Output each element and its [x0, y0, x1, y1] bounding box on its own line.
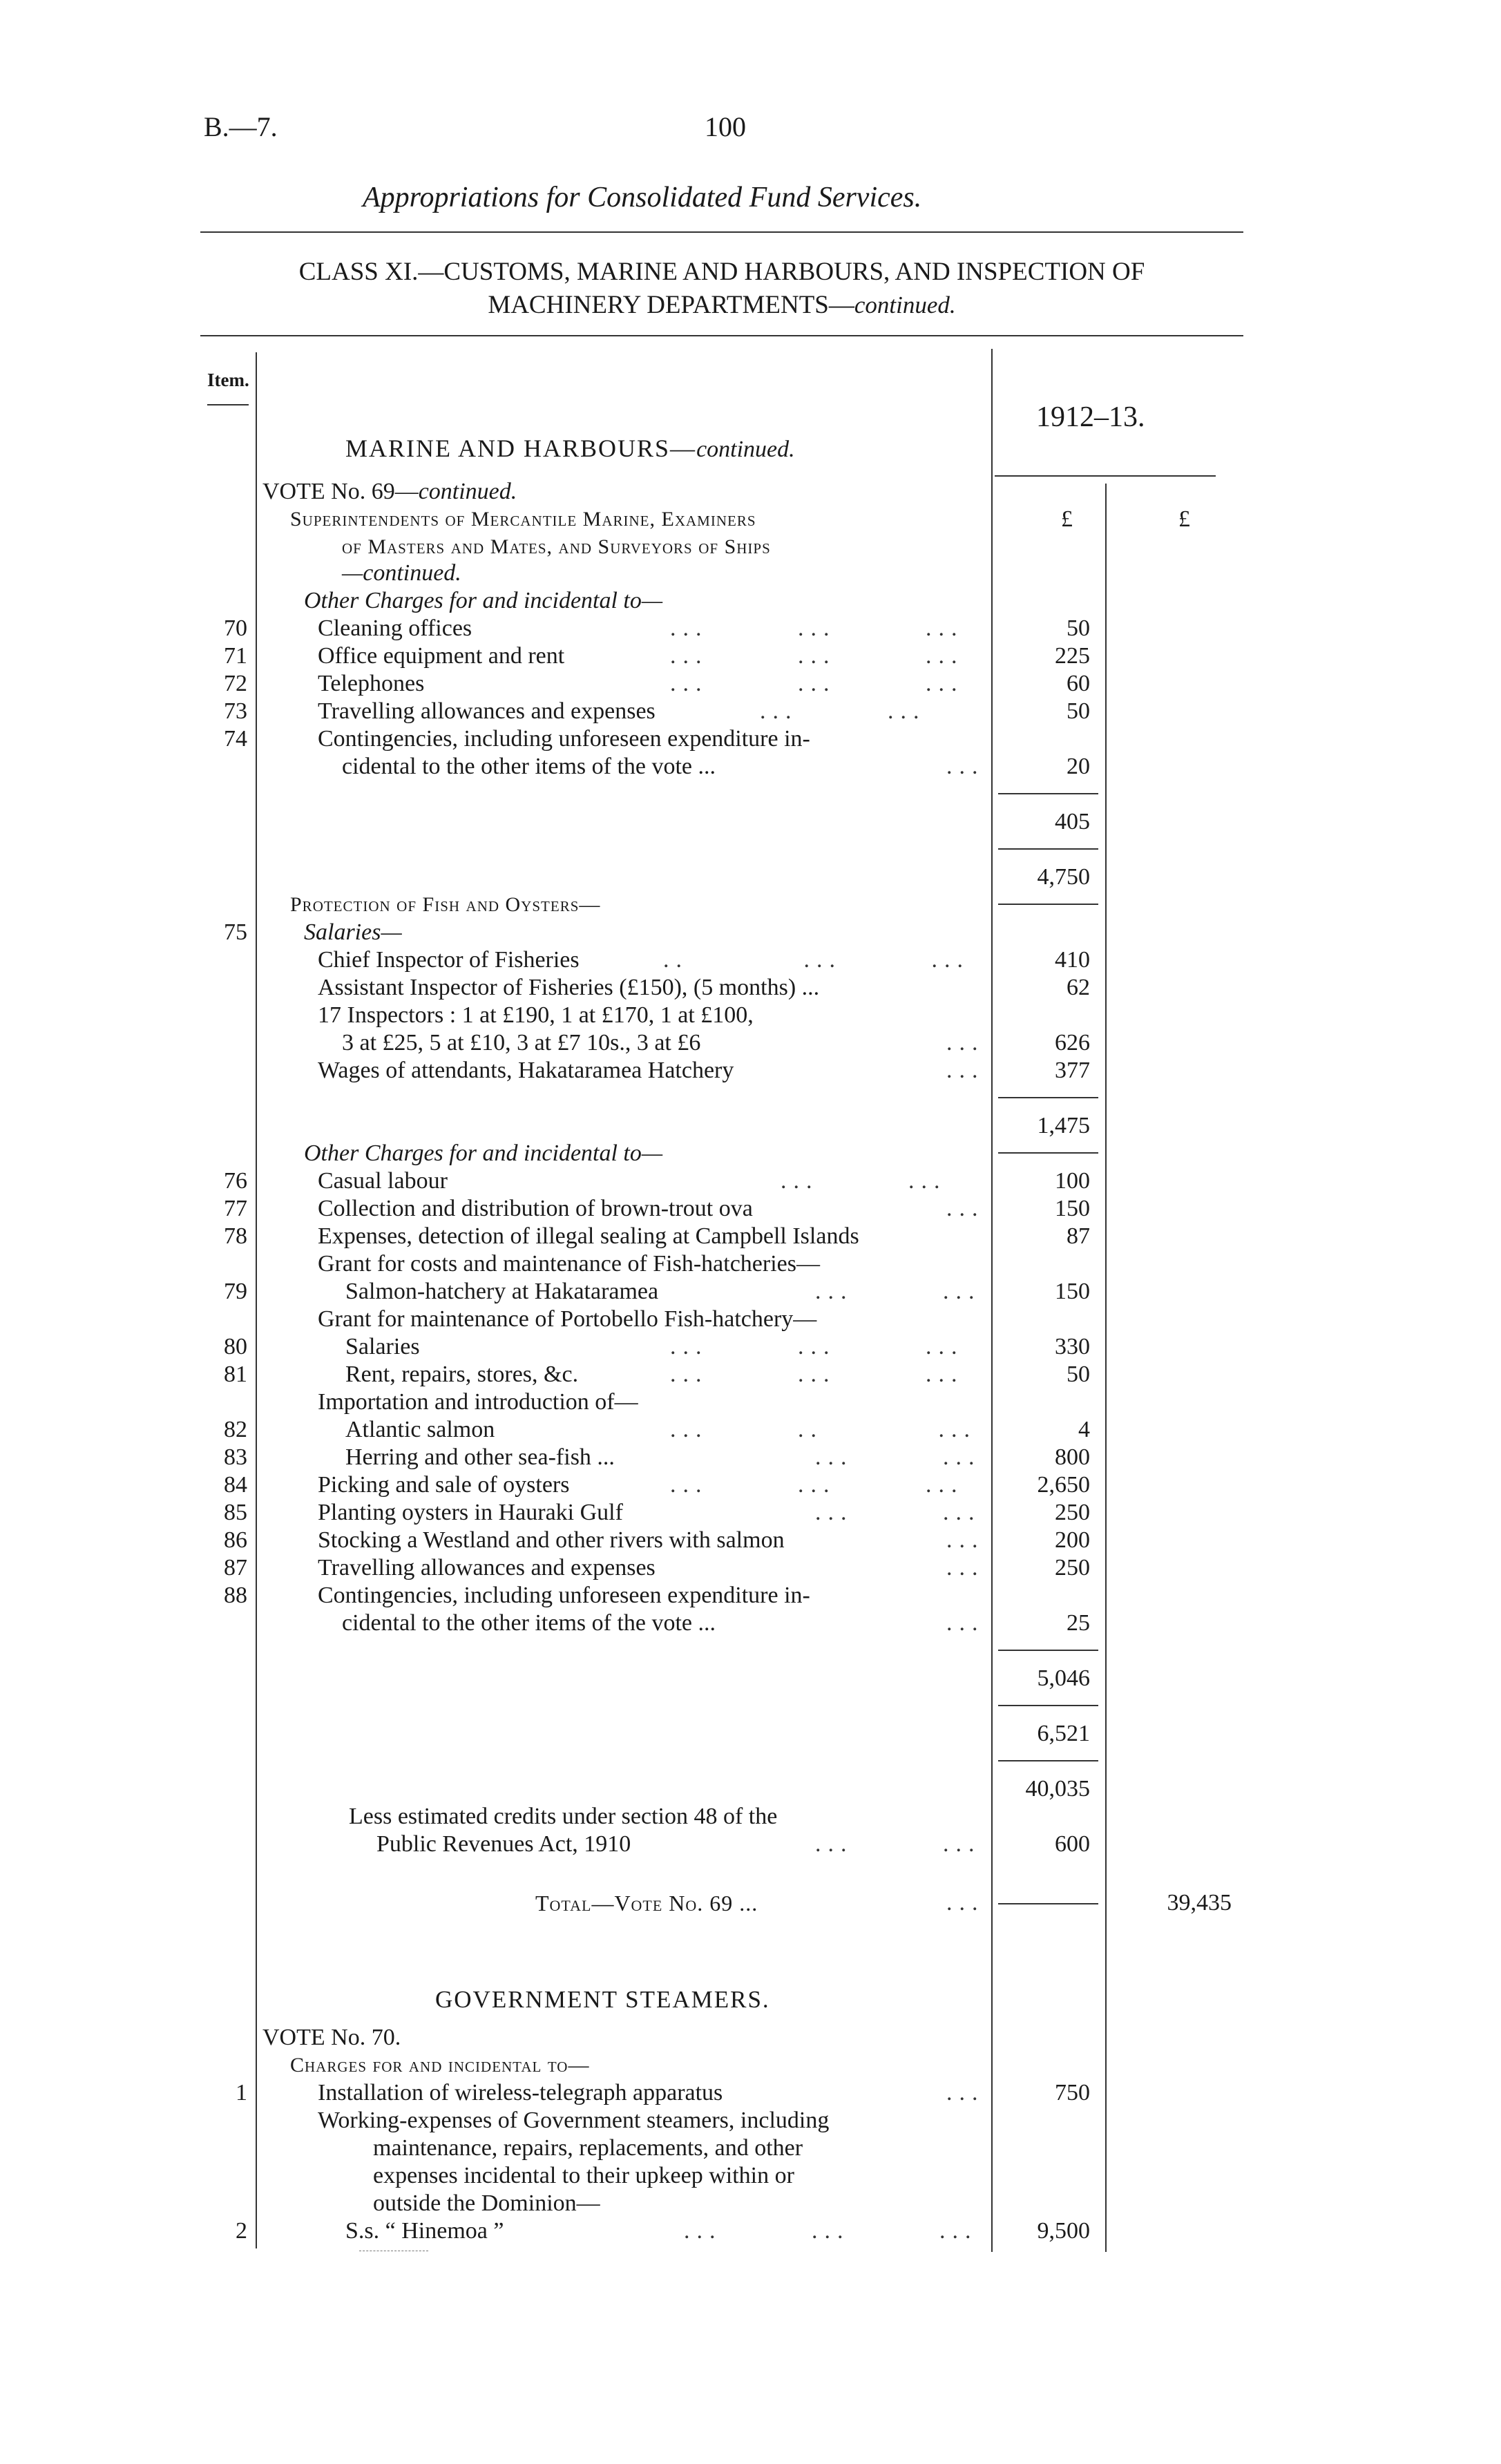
salaries-total: 1,475	[1037, 1113, 1090, 1138]
marine-carried-total: 4,750	[1037, 864, 1090, 890]
class-title-line2: MACHINERY DEPARTMENTS—	[488, 291, 854, 319]
table-row: 73 Travelling allowances and expenses ... ... 50	[224, 698, 1090, 724]
table-row: 71 Office equipment and rent ... ... ... 225	[224, 643, 1090, 669]
table-row: 81 Rent, repairs, stores, &c. ... ... ... 50	[224, 1362, 1090, 1387]
subtotal-rule	[998, 793, 1098, 794]
class-title	[200, 256, 1243, 322]
salaries-label: 75 Salaries—	[224, 919, 402, 945]
table-row: 87 Travelling allowances and expenses ... 250	[224, 1555, 1090, 1580]
table-row: Wages of attendants, Hakataramea Hatchery ... 377	[318, 1058, 1090, 1083]
table-row: Importation and introduction of—	[318, 1389, 638, 1415]
table-row: Assistant Inspector of Fisheries (£150), (5 months) ... 62	[318, 975, 1090, 1000]
class-title-line1: CLASS XI.—CUSTOMS, MARINE AND HARBOURS, AND INSPECTION OF	[298, 258, 1145, 286]
subtotal-rule	[998, 848, 1098, 850]
table-row: Chief Inspector of Fisheries .. ... ... 410	[318, 947, 1090, 973]
year-header-rule	[995, 475, 1216, 477]
fish-total: 6,521	[1037, 1721, 1090, 1746]
table-row: 83 Herring and other sea-fish ... ... ... 800	[224, 1444, 1090, 1470]
table-row: 77 Collection and distribution of brown-trout ova ... 150	[224, 1196, 1090, 1221]
table-row: 78 Expenses, detection of illegal sealing at Campbell Islands 87	[224, 1223, 1090, 1249]
table-row: 76 Casual labour ... ... 100	[224, 1168, 1090, 1194]
fish-section-heading: Protection of Fish and Oysters—	[290, 893, 601, 916]
table-row: 80 Salaries ... ... ... 330	[224, 1334, 1090, 1359]
other-charges-total: 5,046	[1037, 1665, 1090, 1691]
item-header-rule	[207, 404, 249, 405]
table-row: Grant for maintenance of Portobello Fish-hatchery—	[318, 1306, 817, 1332]
table-row: 79 Salmon-hatchery at Hakataramea ... ... 150	[224, 1279, 1090, 1304]
table-row: Grant for costs and maintenance of Fish-hatcheries—	[318, 1251, 820, 1277]
table-row: 74 Contingencies, including unforeseen expenditure in-	[224, 726, 810, 752]
other-charges-label: Other Charges for and incidental to—	[304, 1140, 663, 1166]
table-row: 84 Picking and sale of oysters ... ... ... 2,650	[224, 1472, 1090, 1498]
vote-69-heading: VOTE No. 69—continued.	[262, 479, 517, 504]
document-reference: B.—7.	[204, 111, 278, 142]
table-top-rule	[200, 335, 1243, 336]
gross-total: 40,035	[1025, 1776, 1090, 1802]
subtotal-rule	[998, 1760, 1098, 1761]
table-row: 2 S.s. “ Hinemoa ” ... ... ... 9,500	[236, 2218, 1090, 2244]
year-header: 1912–13.	[1036, 401, 1145, 433]
page-number: 100	[705, 111, 746, 142]
table-row: 72 Telephones ... ... ... 60	[224, 671, 1090, 696]
currency-symbol-total: £	[1178, 506, 1190, 532]
vote-69-total: Total—Vote No. 69 ... ... 39,435	[535, 1890, 1232, 1916]
class-title-continued: continued.	[854, 292, 956, 318]
vote-70-heading: VOTE No. 70.	[262, 2025, 401, 2050]
table-row: 85 Planting oysters in Hauraki Gulf ... ... 250	[224, 1500, 1090, 1525]
table-row: 82 Atlantic salmon ... .. ... 4	[224, 1417, 1090, 1442]
marine-subtotal: 405	[1055, 809, 1090, 834]
marine-section-title: MARINE AND HARBOURS—continued.	[345, 434, 795, 462]
table-row: 70 Cleaning offices ... ... ... 50	[224, 615, 1090, 641]
charges-heading: Charges for and incidental to—	[290, 2054, 590, 2076]
table-row: Working-expenses of Government steamers, including	[318, 2108, 830, 2133]
table-row: 1 Installation of wireless-telegraph apparatus ... 750	[236, 2080, 1090, 2105]
other-charges-label: Other Charges for and incidental to—	[304, 588, 663, 613]
subtotal-rule	[998, 1705, 1098, 1706]
table-row: 86 Stocking a Westland and other rivers with salmon ... 200	[224, 1527, 1090, 1553]
header-rule	[200, 231, 1243, 233]
subtotal-rule	[998, 1097, 1098, 1098]
item-column-header: Item.	[207, 370, 249, 390]
subtotal-rule	[998, 1650, 1098, 1651]
currency-symbol: £	[1061, 506, 1073, 532]
superintendents-heading: Superintendents of Mercantile Marine, Examiners £ £	[290, 506, 1190, 532]
less-credits: Less estimated credits under section 48 of the	[349, 1804, 778, 1829]
table-row: 88 Contingencies, including unforeseen expenditure in-	[224, 1583, 810, 1608]
steamers-section-title: GOVERNMENT STEAMERS.	[435, 1986, 770, 2013]
table-row: 17 Inspectors : 1 at £190, 1 at £170, 1 at £100,	[318, 1002, 754, 1028]
page-subtitle: Appropriations for Consolidated Fund Services.	[363, 182, 922, 213]
